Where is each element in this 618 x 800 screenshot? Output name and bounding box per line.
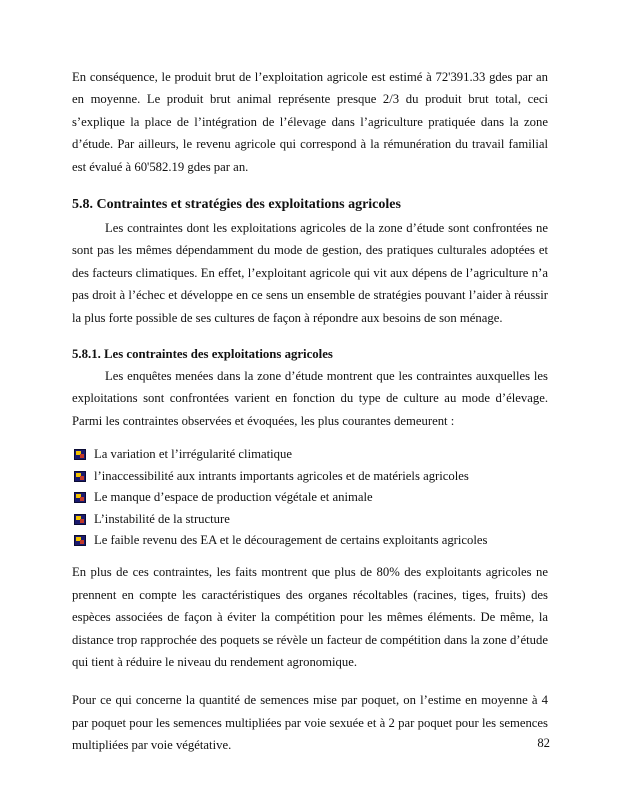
list-item-text: Le manque d’espace de production végétale et animale	[94, 490, 373, 505]
paragraph-contraintes-strategies: Les contraintes dont les exploitations agricoles de la zone d’étude sont confrontées ne sont pas les mêmes dépendamment du mode de gestion, des pratiques culturales adoptées et des facteurs climatiques. En effet, l’exploitant agricole qui vit aux dépens de l’agriculture n’a pas droit à l’échec et développe en ce sens un ensemble de stratégies pouvant l’aider à réussir la plus forte possible de ses cultures de façon à répondre aux besoins de son ménage.	[72, 221, 548, 325]
section-heading-5-8: 5.8. Contraintes et stratégies des exploitations agricoles	[72, 197, 401, 213]
list-item-text: La variation et l’irrégularité climatique	[94, 447, 292, 462]
bullet-icon	[74, 514, 86, 525]
list-item	[72, 509, 548, 530]
bullet-icon	[74, 449, 86, 460]
constraints-list	[72, 444, 548, 551]
paragraph-enquetes: Les enquêtes menées dans la zone d’étude montrent que les contraintes auxquelles les exploitations sont confrontées varient en fonction du type de culture au mode d’élevage. Parmi les contraintes observées et évoquées, les plus courantes demeurent :	[72, 369, 548, 428]
list-item	[72, 487, 548, 508]
list-item	[72, 444, 548, 465]
bullet-icon	[74, 535, 86, 546]
bullet-icon	[74, 471, 86, 482]
list-item-text: l’inaccessibilité aux intrants importants agricoles et de matériels agricoles	[94, 468, 469, 483]
paragraph-intro: En conséquence, le produit brut de l’exploitation agricole est estimé à 72'391.33 gdes par an en moyenne. Le produit brut animal représente presque 2/3 du produit brut total, ceci s’explique la place de l’intégration de l’élevage dans l’agriculture pratiquée dans la zone d’étude. Par ailleurs, le revenu agricole qui correspond à la rémunération du travail familial est évalué à 60'582.19 gdes par an.	[72, 70, 548, 174]
subsection-heading-5-8-1: 5.8.1. Les contraintes des exploitations agricoles	[72, 347, 333, 362]
list-item-text: L’instabilité de la structure	[94, 511, 230, 526]
page-number: 82	[537, 736, 550, 750]
list-item-text: Le faible revenu des EA et le découragement de certains exploitants agricoles	[94, 532, 488, 547]
bullet-icon	[74, 492, 86, 503]
paragraph-faits: En plus de ces contraintes, les faits montrent que plus de 80% des exploitants agricoles ne prennent en compte les caractéristiques des organes récoltables (racines, tiges, fruits) des espèces associées de façon à éviter la compétition pour les mêmes éléments. De même, la distance trop rapprochée des poquets se révèle un facteur de compétition dans la zone d’étude qui tient à réduire le niveau du rendement agronomique.	[72, 565, 548, 669]
list-item	[72, 530, 548, 551]
paragraph-semences: Pour ce qui concerne la quantité de semences mise par poquet, on l’estime en moyenne à 4 par poquet pour les semences multipliées par voie sexuée et à 2 par poquet pour les semences multipliées par voie végétative.	[72, 693, 548, 753]
list-item	[72, 466, 548, 487]
document-page	[72, 66, 548, 757]
